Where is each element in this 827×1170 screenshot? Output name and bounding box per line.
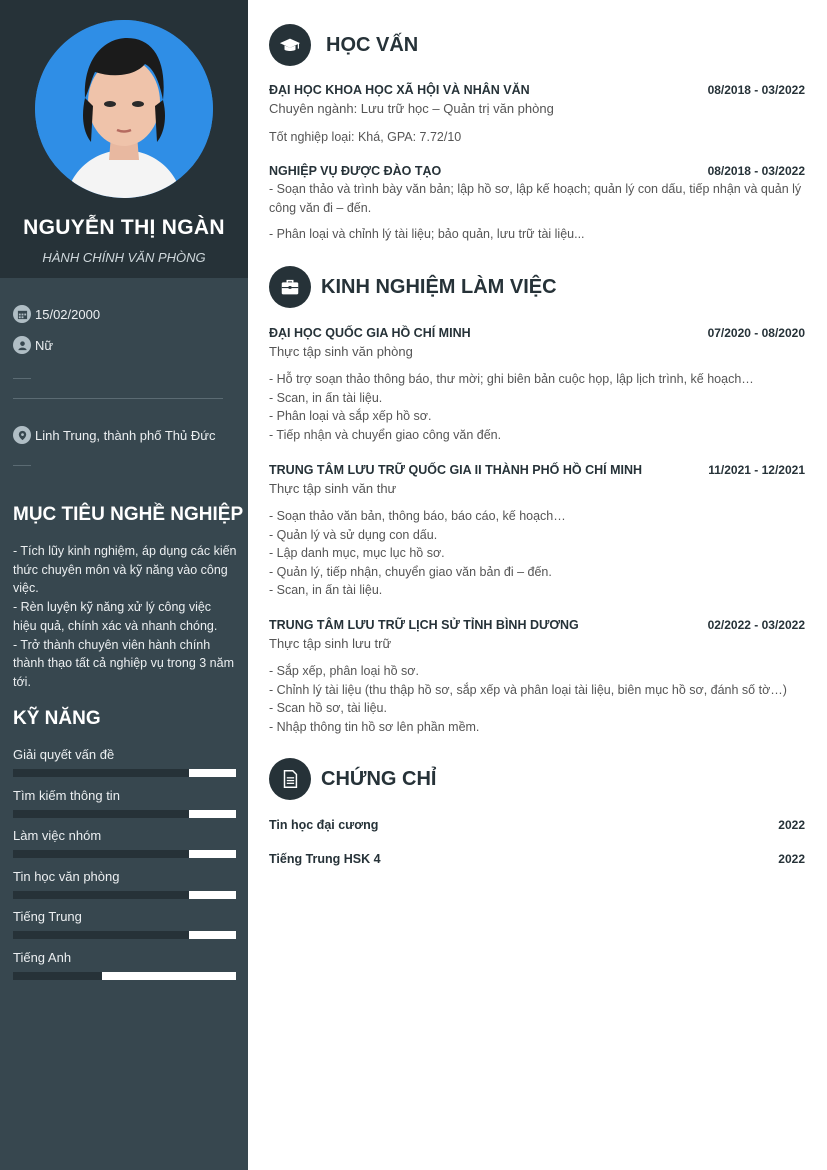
skill-label: Tìm kiếm thông tin bbox=[13, 787, 120, 803]
skill-label: Giải quyết vấn đề bbox=[13, 747, 115, 762]
gender-value: Nữ bbox=[35, 337, 54, 353]
experience-item-line: - Soạn thảo văn bản, thông báo, báo cáo, kế hoạch… bbox=[269, 509, 566, 523]
education-item-lines bbox=[269, 128, 809, 147]
contact-address bbox=[13, 425, 215, 445]
skill-bar bbox=[13, 850, 236, 858]
experience-item-line: - Scan, in ấn tài liệu. bbox=[269, 583, 383, 597]
skill-bar-fill bbox=[189, 931, 236, 939]
training-item-lines bbox=[269, 180, 809, 244]
training-item-date: 08/2018 - 03/2022 bbox=[707, 164, 805, 178]
experience-item-title: TRUNG TÂM LƯU TRỮ QUỐC GIA II THÀNH PHỐ HỒ CHÍ MINH bbox=[269, 463, 643, 477]
education-item-line: Tốt nghiệp loại: Khá, GPA: 7.72/10 bbox=[269, 130, 462, 144]
document-icon bbox=[269, 758, 311, 800]
birthday-value: 15/02/2000 bbox=[35, 306, 101, 322]
experience-item-line: - Lập danh mục, mục lục hồ sơ. bbox=[269, 546, 445, 560]
training-item-line: - Soạn thảo và trình bày văn bản; lập hồ sơ, lập kế hoạch; quản lý con dấu, tiếp nhận và quản lý công văn đi – đến. bbox=[269, 182, 802, 215]
experience-item-line: - Tiếp nhận và chuyển giao công văn đến. bbox=[269, 427, 502, 442]
experience-item-lines bbox=[269, 662, 809, 736]
experience-item-lines bbox=[269, 507, 809, 600]
objective-text bbox=[13, 542, 238, 692]
skill-label: Tiếng Trung bbox=[13, 909, 82, 925]
contact-website-hidden bbox=[13, 465, 31, 472]
experience-item-date: 11/2021 - 12/2021 bbox=[708, 463, 805, 477]
experience-item-lines bbox=[269, 370, 809, 444]
certificate-date: 2022 bbox=[778, 818, 805, 832]
skill-bar-fill bbox=[189, 810, 236, 818]
experience-item-line: - Chỉnh lý tài liệu (thu thập hồ sơ, sắp xếp và phân loại tài liệu, biên mục hồ sơ, đánh số tờ…) bbox=[269, 682, 787, 697]
avatar-portrait bbox=[35, 20, 213, 198]
experience-item-line: - Sắp xếp, phân loại hồ sơ. bbox=[269, 664, 419, 678]
education-item-date: 08/2018 - 03/2022 bbox=[707, 83, 805, 97]
experience-heading: KINH NGHIỆM LÀM VIỆC bbox=[321, 276, 557, 298]
map-pin-icon bbox=[13, 426, 31, 444]
training-item-line: - Phân loại và chỉnh lý tài liệu; bảo quản, lưu trữ tài liệu... bbox=[269, 227, 585, 241]
avatar bbox=[35, 20, 213, 198]
sidebar bbox=[0, 0, 248, 1170]
experience-item-title: ĐẠI HỌC QUỐC GIA HỒ CHÍ MINH bbox=[269, 326, 471, 340]
certificate-date: 2022 bbox=[778, 852, 805, 866]
contact-birthday bbox=[13, 304, 100, 324]
training-item-title: NGHIỆP VỤ ĐƯỢC ĐÀO TẠO bbox=[269, 164, 442, 178]
skill-bar-fill bbox=[189, 891, 236, 899]
experience-item-date: 02/2022 - 03/2022 bbox=[707, 618, 805, 632]
profile-header bbox=[0, 0, 248, 278]
contact-gender bbox=[13, 335, 53, 355]
skill-bar bbox=[13, 891, 236, 899]
candidate-role: HÀNH CHÍNH VĂN PHÒNG bbox=[42, 250, 206, 265]
objective-line: - Tích lũy kinh nghiệm, áp dụng các kiến thức chuyên môn và kỹ năng vào công việc. bbox=[13, 544, 237, 596]
skill-label: Tin học văn phòng bbox=[13, 868, 120, 884]
skill-bar-fill bbox=[189, 769, 236, 777]
experience-item-sub: Thực tập sinh văn phòng bbox=[269, 344, 413, 359]
experience-item-line: - Quản lý, tiếp nhận, chuyển giao văn bản đi – đến. bbox=[269, 564, 552, 579]
certificates-heading: CHỨNG CHỈ bbox=[321, 768, 437, 790]
experience-item-title: TRUNG TÂM LƯU TRỮ LỊCH SỬ TỈNH BÌNH DƯƠNG bbox=[269, 618, 579, 632]
education-heading: HỌC VẤN bbox=[326, 34, 419, 56]
skill-label: Làm việc nhóm bbox=[13, 828, 102, 844]
experience-item-line: - Quản lý và sử dụng con dấu. bbox=[269, 527, 438, 542]
candidate-name: NGUYỄN THỊ NGÀN bbox=[23, 216, 225, 239]
graduation-cap-icon bbox=[269, 24, 311, 66]
skills-heading: KỸ NĂNG bbox=[13, 708, 101, 729]
education-item-sub: Chuyên ngành: Lưu trữ học – Quản trị văn phòng bbox=[269, 101, 554, 116]
address-value: Linh Trung, thành phố Thủ Đức bbox=[35, 427, 216, 443]
main-content bbox=[248, 0, 827, 1170]
skill-bar-fill bbox=[102, 972, 236, 980]
contact-email-hidden bbox=[13, 398, 223, 405]
experience-item-sub: Thực tập sinh văn thư bbox=[269, 481, 397, 496]
experience-item-line: - Phân loại và sắp xếp hồ sơ. bbox=[269, 409, 432, 423]
objective-line: - Trở thành chuyên viên hành chính thành thạo tất cả nghiệp vụ trong 3 năm tới. bbox=[13, 637, 234, 689]
experience-item-line: - Scan hồ sơ, tài liệu. bbox=[269, 701, 387, 715]
experience-item-sub: Thực tập sinh lưu trữ bbox=[269, 636, 392, 651]
skill-bar-fill bbox=[189, 850, 236, 858]
experience-item-line: - Nhập thông tin hồ sơ lên phần mềm. bbox=[269, 719, 480, 734]
contact-phone-hidden bbox=[13, 378, 31, 385]
skill-bar bbox=[13, 769, 236, 777]
skill-bar bbox=[13, 972, 236, 980]
certificate-title: Tiếng Trung HSK 4 bbox=[269, 852, 381, 866]
skill-bar bbox=[13, 931, 236, 939]
objective-heading: MỤC TIÊU NGHỀ NGHIỆP bbox=[13, 504, 244, 525]
skill-label: Tiếng Anh bbox=[13, 950, 72, 965]
certificate-title: Tin học đại cương bbox=[269, 818, 379, 832]
objective-line: - Rèn luyện kỹ năng xử lý công việc hiệu quả, chính xác và nhanh chóng. bbox=[13, 600, 218, 633]
briefcase-icon bbox=[269, 266, 311, 308]
user-icon bbox=[13, 336, 31, 354]
experience-item-date: 07/2020 - 08/2020 bbox=[707, 326, 805, 340]
skill-bar bbox=[13, 810, 236, 818]
experience-item-line: - Scan, in ấn tài liệu. bbox=[269, 390, 383, 405]
education-item-title: ĐẠI HỌC KHOA HỌC XÃ HỘI VÀ NHÂN VĂN bbox=[269, 83, 530, 97]
experience-item-line: - Hỗ trợ soạn thảo thông báo, thư mời; ghi biên bản cuộc họp, lập lịch trình, kế hoạch… bbox=[269, 372, 754, 386]
calendar-icon bbox=[13, 305, 31, 323]
